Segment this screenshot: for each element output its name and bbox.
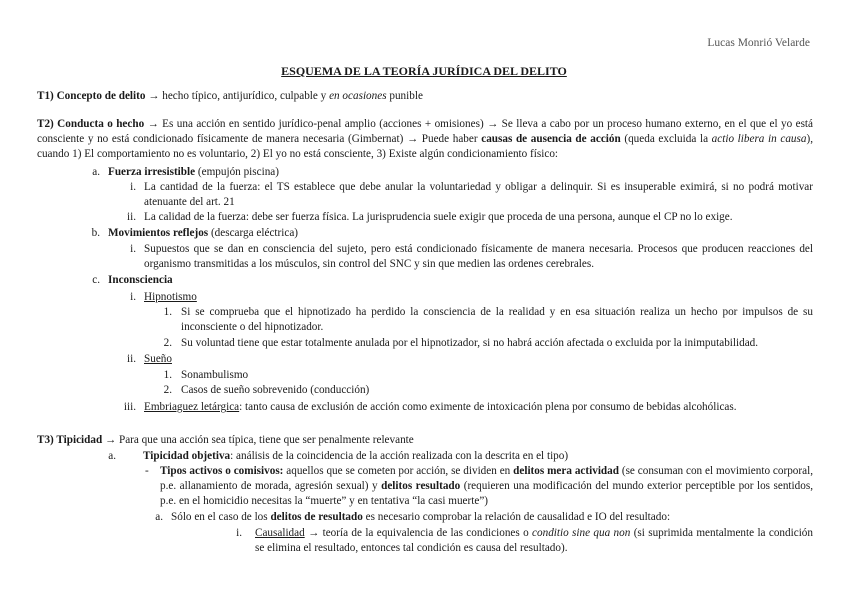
t3-sub-i-title: Causalidad (255, 527, 305, 539)
t3-paragraph (37, 433, 813, 448)
t2-c-title: Inconsciencia (108, 274, 173, 286)
t3-d-bold1: delitos mera actividad (513, 465, 619, 477)
t3-sub-a-marker: a. (155, 511, 163, 523)
t2-c-i-marker: i. (130, 291, 136, 303)
t3-d-text1: aquellos que se cometen por acción, se dividen en (283, 465, 514, 477)
t2-c-i-2-marker: 2. (163, 337, 172, 349)
t3-sub-a-text1: Sólo en el caso de los (171, 511, 271, 523)
t2-c-ii-2-marker: 2. (163, 384, 172, 396)
t2-a-i2-text: La calidad de la fuerza: debe ser fuerza física. La jurisprudencia suele exigir que proceda de una persona, aunque el CP no lo exige. (144, 211, 733, 223)
t3-d-title: Tipos activos o comisivos: (160, 465, 284, 477)
t2-c-iii-rest: : tanto causa de exclusión de acción como eximente de intoxicación plena por consumo de bebidas alcohólicas. (239, 401, 737, 413)
t3-sub-a-text2: es necesario comprobar la relación de causalidad e IO del resultado: (362, 511, 671, 523)
t1-text: hecho típico, antijurídico, culpable y (162, 90, 330, 102)
t3-dash-text (160, 464, 813, 509)
t2-b-i1-marker: i. (130, 243, 136, 255)
t2-c-iii-title: Embriaguez letárgica (144, 401, 240, 413)
t2-a-heading (108, 165, 808, 180)
author-name: Lucas Monrió Velarde (707, 37, 810, 49)
t3-text: → Para que una acción sea típica, tiene que ser penalmente relevante (102, 434, 414, 446)
t1-label: T1) Concepto de delito (37, 90, 146, 102)
t2-a-marker: a. (92, 166, 100, 178)
t3-label: T3) Tipicidad (37, 434, 103, 446)
t3-sub-a-text (171, 510, 813, 525)
t2-a-title: Fuerza irresistible (108, 166, 196, 178)
t2-bold1: causas de ausencia de acción (481, 133, 621, 145)
t1-em: en ocasiones (329, 90, 387, 102)
t3-d-bold2: delitos resultado (381, 480, 461, 492)
t3-a-rest: : análisis de la coincidencia de la acción realizada con la descrita en el tipo) (230, 450, 569, 462)
t3-a-line (143, 449, 813, 464)
t2-c-marker: c. (92, 274, 100, 286)
document-title: ESQUEMA DE LA TEORÍA JURÍDICA DEL DELITO (281, 64, 567, 78)
t2-a-i2-marker: ii. (126, 211, 136, 223)
t2-c-iii-marker: iii. (123, 401, 136, 413)
t3-d-text3: (requieren una modificación del mundo exterior perceptible por los sentidos, p.e. en el homicidio necesitas la “muerte” y en tentativa “la casi muerte”) (160, 480, 813, 507)
t2-text3: ), cuando 1) El comportamiento no es voluntario, 2) El yo no está consciente, 3) Existe algún condicionamiento físico: (37, 133, 814, 160)
t2-a-rest: (empujón piscina) (195, 166, 279, 178)
t2-c-i-title: Hipnotismo (144, 291, 197, 303)
t2-c-ii-1-marker: 1. (163, 369, 172, 381)
t3-d-text2: (se consuman con el movimiento corporal, p.e. allanamiento de morada, agresión sexual) y (160, 465, 813, 492)
t2-c-ii-1-text: Sonambulismo (181, 369, 249, 381)
t2-c-ii-marker: ii. (126, 353, 136, 365)
t2-b-heading (108, 226, 808, 241)
t3-dash-marker: - (145, 465, 149, 477)
t1-paragraph (37, 89, 813, 104)
t2-c-i-2-text: Su voluntad tiene que estar totalmente anulada por el hipnotizador, si no habrá acción afectada o excluida por la inimputabilidad. (181, 337, 759, 349)
t3-a-marker: a. (108, 450, 116, 462)
t2-b-marker: b. (91, 227, 100, 239)
t2-paragraph (37, 117, 813, 162)
t2-text2: (queda excluida la (620, 133, 712, 145)
t3-sub-i-marker: i. (236, 527, 242, 539)
t2-label: T2) Conducta o hecho (37, 118, 145, 130)
t3-sub-i-text (255, 526, 813, 556)
t1-arrow: → (145, 90, 163, 102)
t3-sub-a-bold: delitos de resultado (270, 511, 363, 523)
t2-b-i1-text: Supuestos que se dan en consciencia del sujeto, pero está condicionado físicamente de manera necesaria. Procesos que producen reacciones del organismo transmitidas a los músculos, sin control del SNC y sin que medien las ordenes cerebrales. (144, 243, 813, 270)
t2-em1: actio libera in causa (711, 133, 807, 145)
t2-c-heading (108, 273, 173, 288)
t3-sub-i-text1: → teoría de la equivalencia de las condiciones o (304, 527, 533, 539)
t2-b-rest: (descarga eléctrica) (208, 227, 299, 239)
t2-c-i-1-marker: 1. (163, 306, 172, 318)
t2-a-i1-text: La cantidad de la fuerza: el TS establece que debe anular la voluntariedad y obligar a delinquir. Si es insuperable eximirá, si no podrá motivar atenuante del art. 21 (144, 181, 813, 208)
t3-sub-i-text2: (si suprimida mentalmente la condición se elimina el resultado, entonces tal condición es causa del resultado). (255, 527, 813, 554)
t2-c-ii-title: Sueño (144, 353, 172, 365)
t3-a-title: Tipicidad objetiva (143, 450, 231, 462)
t2-c-ii-2-text: Casos de sueño sobrevenido (conducción) (181, 384, 370, 396)
t2-c-i-1-text: Si se comprueba que el hipnotizado ha perdido la consciencia de la realidad y en esa situación realiza un hecho por impulsos de su inconsciente o del hipnotizador. (181, 306, 813, 333)
t2-text1: → Es una acción en sentido jurídico-penal amplio (acciones + omisiones) → Se lleva a cabo por un proceso humano externo, en el que el yo está consciente y no está condicionado físicamente de manera necesaria (Gimbernat) → Puede haber (37, 118, 814, 145)
t3-sub-i-em: conditio sine qua non (532, 527, 631, 539)
t2-a-i1-marker: i. (130, 181, 136, 193)
t2-c-iii-line (144, 400, 813, 415)
t1-tail: punible (386, 90, 423, 102)
t2-b-title: Movimientos reflejos (108, 227, 209, 239)
